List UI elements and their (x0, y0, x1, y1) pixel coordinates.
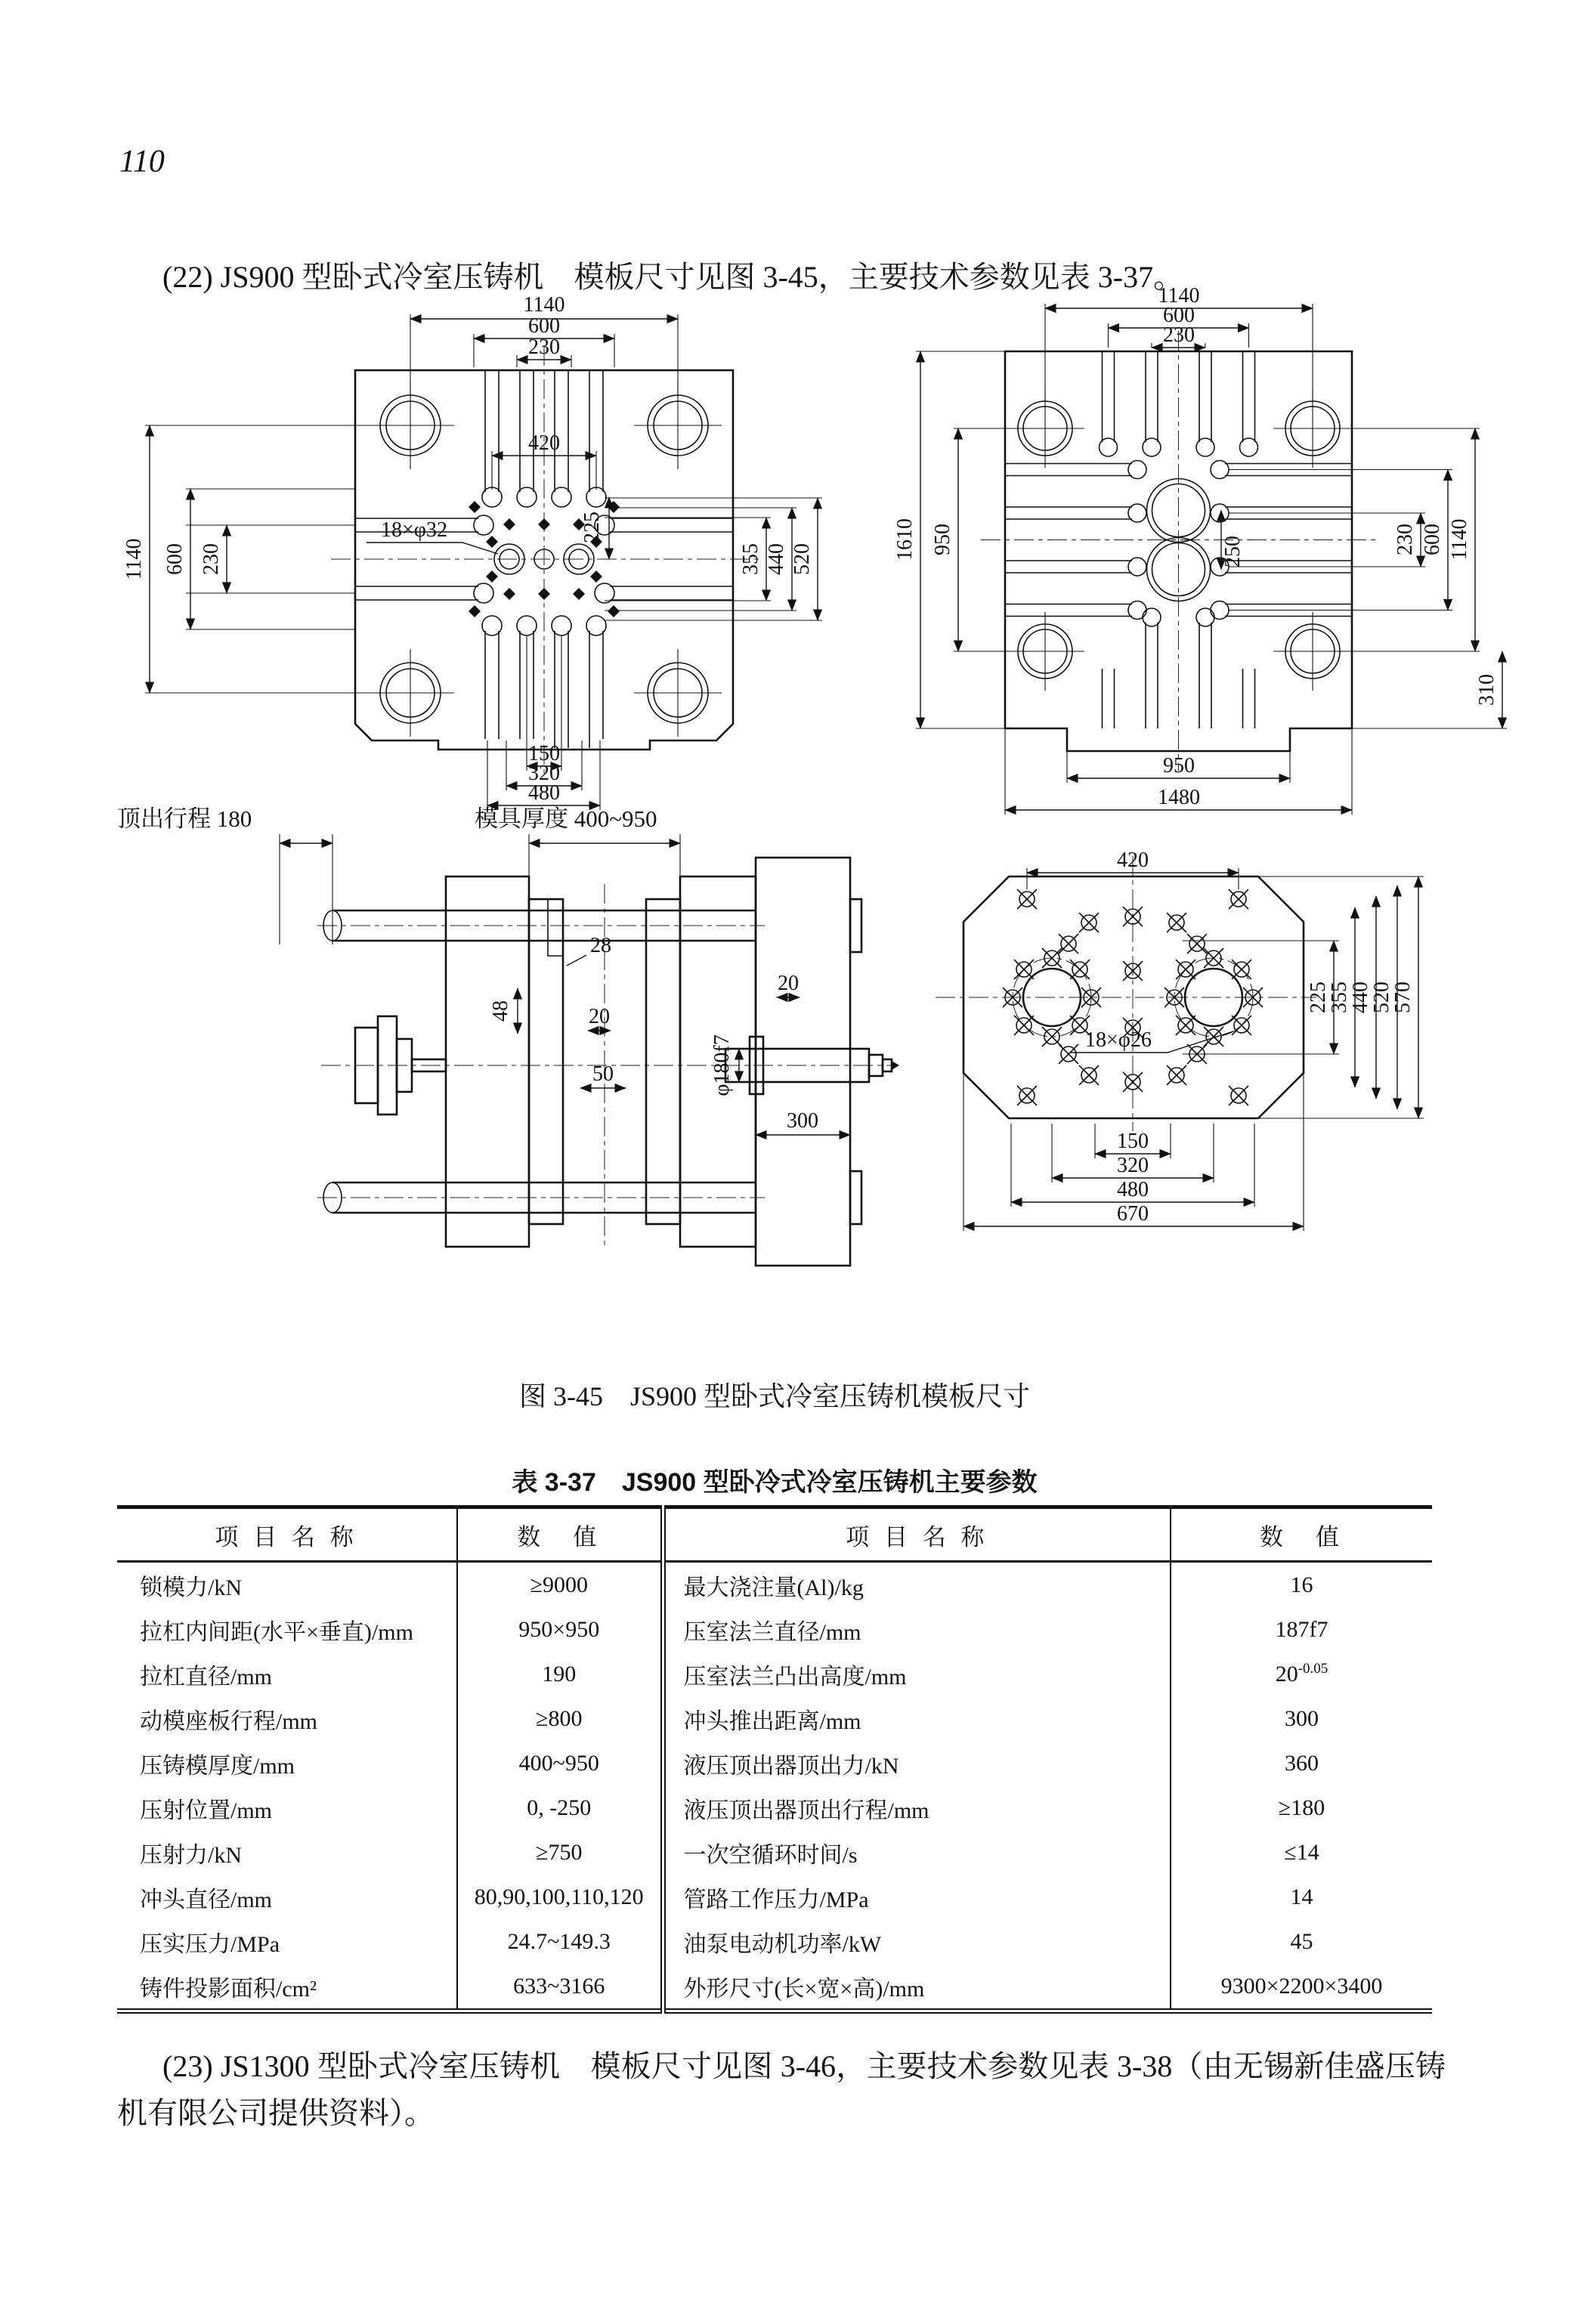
dim-label: 355 (1328, 982, 1351, 1013)
dim-label: 150 (528, 742, 560, 765)
param-name: 冲头直径/mm (140, 1887, 273, 1912)
param-value: 400~950 (457, 1741, 663, 1785)
param-value: 45 (1171, 1919, 1432, 1964)
dim-label: 600 (528, 314, 560, 338)
param-name: 拉杠内间距(水平×垂直)/mm (140, 1619, 413, 1645)
table-row (117, 1696, 1432, 1741)
param-name: 动模座板行程/mm (140, 1708, 318, 1734)
drawing-side-section-view (106, 793, 899, 1307)
param-value: 360 (1171, 1741, 1432, 1785)
paragraph-23: (23) JS1300 型卧式冷室压铸机 模板尺寸见图 3-46，主要技术参数见表 3-38（由无锡新佳盛压铸机有限公司提供资料）。 (117, 2049, 1446, 2130)
dim-label: 600 (1421, 524, 1444, 555)
dim-label: 320 (1117, 1154, 1149, 1177)
hole-callout: 18×φ32 (381, 518, 447, 542)
column-header-value-right: 数 值 (1171, 1507, 1432, 1562)
dim-label: 1140 (122, 538, 146, 580)
param-name: 液压顶出器顶出行程/mm (663, 1785, 1171, 1830)
param-value: 16 (1171, 1562, 1432, 1608)
dim-label: 20 (778, 972, 799, 995)
table-header-row (117, 1507, 1432, 1562)
machine-section (323, 858, 899, 1266)
dimensions (893, 284, 1507, 815)
param-value: 24.7~149.3 (457, 1919, 663, 1964)
dimensions (963, 849, 1424, 1231)
param-name: 外形尺寸(长×宽×高)/mm (663, 1964, 1171, 2011)
param-name: 锁模力/kN (140, 1575, 242, 1600)
table-body (117, 1562, 1432, 2011)
param-name: 拉杠直径/mm (140, 1664, 273, 1690)
dim-label: 230 (1163, 323, 1195, 347)
table-row (117, 1919, 1432, 1964)
param-value: ≥9000 (457, 1562, 663, 1608)
dim-label: 230 (528, 335, 560, 359)
table-row (117, 1652, 1432, 1696)
platen-outline (331, 346, 760, 780)
param-name: 油泵电动机功率/kW (663, 1919, 1171, 1964)
param-name: 一次空循环时间/s (663, 1830, 1171, 1875)
dim-label: 480 (528, 781, 560, 805)
dim-label: 1140 (1158, 284, 1200, 308)
dim-label: 300 (787, 1109, 818, 1133)
dim-label: 28 (590, 934, 611, 957)
param-name: 最大浇注量(Al)/kg (663, 1562, 1171, 1608)
hole-callout: 18×φ26 (1085, 1028, 1152, 1052)
dim-label: 950 (1163, 754, 1195, 778)
dim-label: 1480 (1158, 786, 1200, 809)
dim-label: 355 (739, 543, 762, 575)
ejector-stroke-label: 顶出行程 180 (117, 805, 252, 832)
dim-label: 1610 (893, 518, 917, 561)
page-number: 110 (119, 144, 165, 179)
dim-label: 225 (1307, 982, 1330, 1013)
column-header-name-right: 项 目 名 称 (663, 1507, 1171, 1562)
param-name: 管路工作压力/MPa (663, 1875, 1171, 1919)
param-value: ≥180 (1171, 1785, 1432, 1830)
dim-label: 230 (1393, 524, 1417, 555)
table-row (117, 1741, 1432, 1785)
dim-label: 420 (528, 431, 560, 455)
column-header-value-left: 数 值 (457, 1507, 663, 1562)
dim-label: 950 (931, 524, 954, 555)
dim-label: 310 (1475, 674, 1499, 706)
dim-label: 670 (1117, 1202, 1149, 1226)
dim-label: 440 (765, 543, 788, 575)
dim-label: 225 (580, 512, 604, 543)
dim-label: 420 (1117, 849, 1149, 872)
dim-label: 480 (1117, 1178, 1149, 1201)
dim-label: 50 (592, 1062, 614, 1086)
dim-label: 600 (1163, 304, 1195, 327)
drawing-platen-rear-view (892, 284, 1594, 869)
param-value: 14 (1171, 1875, 1432, 1919)
dim-label: 48 (489, 1000, 512, 1022)
param-value: 0, -250 (457, 1785, 663, 1830)
dim-label: 1140 (1448, 518, 1471, 561)
param-value (1171, 1652, 1432, 1696)
param-name: 液压顶出器顶出力/kN (663, 1741, 1171, 1785)
dim-label: 520 (790, 543, 814, 575)
param-value: 9300×2200×3400 (1171, 1964, 1432, 2011)
dim-label: 600 (163, 543, 187, 575)
param-value: ≥800 (457, 1696, 663, 1741)
param-name: 压实压力/MPa (140, 1931, 280, 1957)
dim-label: 570 (1391, 982, 1415, 1013)
drawing-platen-front-view (106, 287, 892, 816)
dim-label: 520 (1370, 982, 1393, 1013)
param-name: 压射位置/mm (140, 1798, 273, 1823)
table-row (117, 1562, 1432, 1608)
table-row (117, 1964, 1432, 2011)
param-name: 铸件投影面积/cm² (140, 1976, 317, 2002)
param-name: 压室法兰直径/mm (663, 1607, 1171, 1652)
param-value: 950×950 (457, 1607, 663, 1652)
param-value: 80,90,100,110,120 (457, 1875, 663, 1919)
paragraph-22: (22) JS900 型卧式冷室压铸机 模板尺寸见图 3-45，主要技术参数见表 3-37。 (162, 260, 1184, 294)
param-value: 633~3166 (457, 1964, 663, 2011)
table-row (117, 1830, 1432, 1875)
dim-label: 20 (589, 1005, 610, 1028)
param-value-tolerance: -0.05 (1298, 1661, 1328, 1677)
table-caption: 表 3-37 JS900 型卧冷式冷室压铸机主要参数 (512, 1468, 1038, 1497)
parameters-table (117, 1505, 1432, 2014)
dim-label: 150 (1117, 1130, 1149, 1153)
figure-caption: 图 3-45 JS900 型卧式冷室压铸机模板尺寸 (518, 1381, 1031, 1411)
param-value-base: 20 (1275, 1662, 1298, 1686)
platen-outline (981, 331, 1379, 771)
param-value: 187f7 (1171, 1607, 1432, 1652)
table-row (117, 1607, 1432, 1652)
table-row (117, 1875, 1432, 1919)
param-value: ≤14 (1171, 1830, 1432, 1875)
dim-label: 1140 (523, 293, 565, 317)
dim-label: 250 (1221, 536, 1245, 567)
dim-label: 320 (528, 762, 560, 785)
column-header-name-left: 项 目 名 称 (117, 1507, 457, 1562)
param-value: 300 (1171, 1696, 1432, 1741)
param-value: 190 (457, 1652, 663, 1696)
mold-thickness-label: 模具厚度 400~950 (475, 805, 657, 832)
param-name: 压铸模厚度/mm (140, 1753, 295, 1779)
param-name: 冲头推出距离/mm (663, 1696, 1171, 1741)
param-name: 压室法兰凸出高度/mm (663, 1652, 1171, 1696)
table-row (117, 1785, 1432, 1830)
dim-label: 440 (1349, 982, 1372, 1013)
dim-label: 230 (200, 543, 223, 575)
param-name: 压射力/kN (140, 1842, 242, 1868)
drawing-die-face-view (892, 850, 1594, 1285)
dimensions (117, 805, 850, 1141)
param-value: ≥750 (457, 1830, 663, 1875)
dim-label: φ180f7 (710, 1034, 734, 1096)
